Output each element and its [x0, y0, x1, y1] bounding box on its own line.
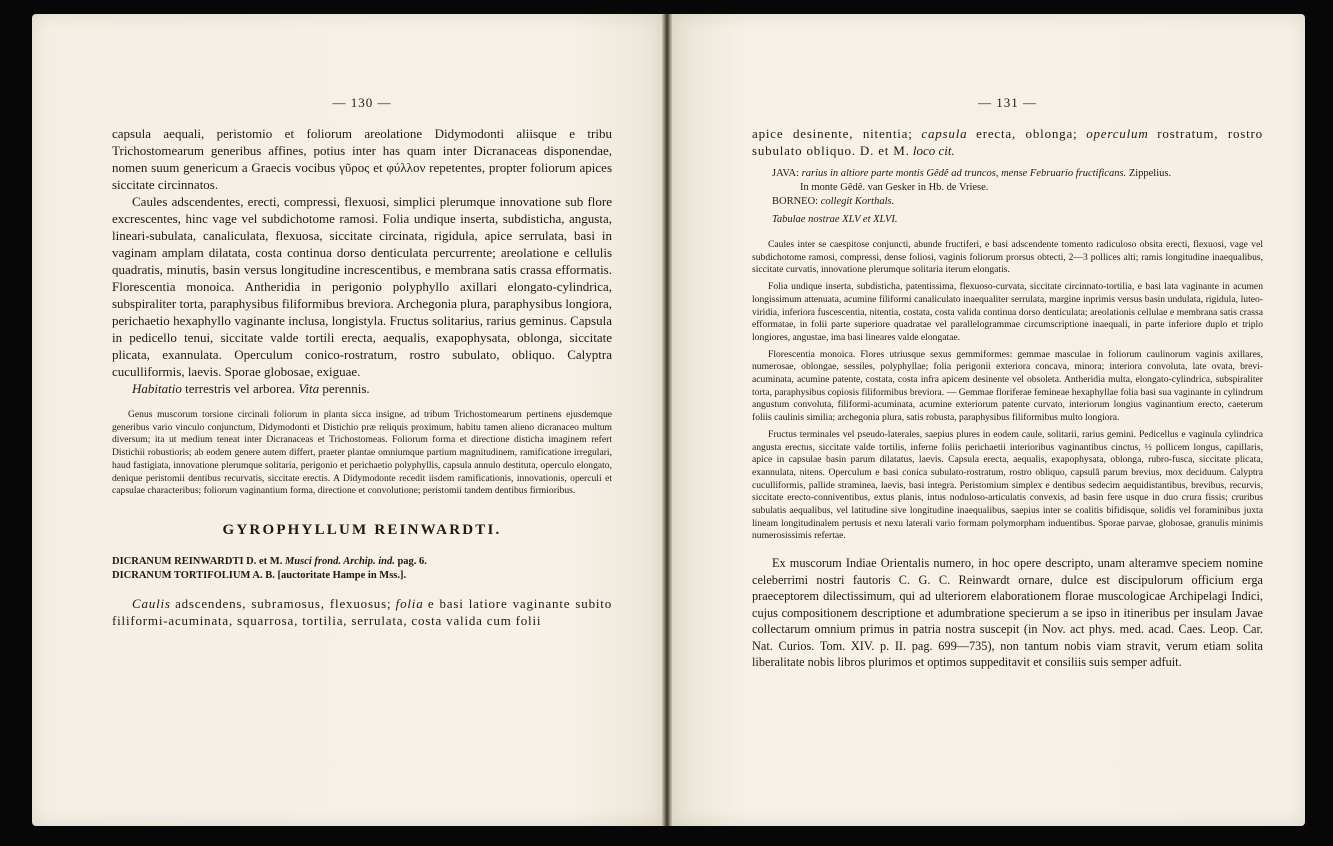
genus-description: Caules adscendentes, erecti, compressi, flexuosi, simplici plerumque innovatione sub flore excrescentes, hinc vage vel subdichotome ramosi. Folia undique inserta, subdisticha, angusta, lineari-subulata, canaliculata, flexuosa, siccitate circinata, rigidula, apice serrulata, basi in vaginam amplam dilatata, costa continua dorso denticulata percurrente; areolatione e cellulis quadratis, minutis, basin versus longitudine increscentibus, e membrana satis crassa efformatis. Florescentia monoica. Antheridia in perigonio polyphyllo axillari elongato-cylindrica, subspiraliter torta, paraphysibus filiformibus breviora. Archegonia plura, paraphysibus longiora, perichaetio hexaphyllo vaginante inclusa, longistyla. Fructus solitarius, rarius geminus. Capsula in pedicello tenui, siccitate valde tortili erecta, aequalis, exapophysata, oblonga, siccitate plicata, exannulata. Operculum conico-rostratum, rostro subulato, obliquo. Calyptra cuculliformis, laevis. Sporae globosae, exiguae.	[112, 194, 612, 379]
synonym-1: DICRANUM REINWARDTI D. et M. Musci frond. Archip. ind. pag. 6.	[112, 555, 427, 567]
intro-paragraph: capsula aequali, peristomio et foliorum areolatione Didymodonti aliisque e tribu Trichostomearum generibus affines, potius inter has quam inter Dicranaceas disponendae, nomen suum genericum a Graecis vocibus γῦρος et φύλλον repetentes, propter foliorum apices siccitate circinnatos.	[112, 126, 612, 192]
folia-paragraph: Folia undique inserta, subdisticha, patentissima, flexuoso-curvata, siccitate circinnato-tortilia, e basi lata vaginante in acumen longissimum attenuata, acumine filiformi canaliculato inaequaliter serrulata, margine inprimis versus basin undulata, rigidula, luteo-viridia, inferiora fuscescentia, nitentia, costata, costa valida continua dorso denticulata; areolationis cellulae e membrana satis crassa efformatae, in folii parte superiore quadratae vel parallelogrammae circumscriptione inaequali, in parte inferiore duplo et triplo longiores, angustae, ima basi lineares valde elongatae.	[752, 281, 1263, 343]
page-number: — 131 —	[978, 95, 1037, 110]
habitatio-label: Habitatio	[132, 381, 182, 396]
plates-reference: Tabulae nostrae XLV et XLVI.	[772, 214, 898, 225]
page-number: — 130 —	[332, 95, 392, 110]
left-text-column	[112, 95, 612, 629]
locality-java-2: In monte Gêdê. van Gesker in Hb. de Vriese.	[800, 182, 989, 193]
locality-java: JAVA: rarius in altiore parte montis Gêdê ad truncos, mense Februario fructificans. Zippelius.	[772, 168, 1172, 179]
vita-label: Vita	[298, 381, 320, 396]
right-text-column	[752, 95, 1263, 671]
diagnosis-continuation: apice desinente, nitentia; capsula erecta, oblonga; operculum rostratum, rostro subulato obliquo. D. et M. loco cit.	[752, 126, 1263, 158]
habitatio-line: Habitatio terrestris vel arborea. Vita perennis.	[132, 381, 370, 396]
synonym-2: DICRANUM TORTIFOLIUM A. B. [auctoritate Hampe in Mss.].	[112, 569, 407, 581]
dedication-paragraph: Ex muscorum Indiae Orientalis numero, in hoc opere descripto, unam alteramve speciem nomine celeberrimi nostri fautoris C. G. C. Reinwardt ornare, dulce est discipulorum officium erga praeceptorem dilectissimum, qui ad ulteriorem elaborationem florae muscologicae Archipelagi Indici, cujus compositionem descriptione et adumbratione specierum a se ipso in itineribus per insulam Javae collectarum omnium primus in patria nostra suscepit (in Nov. act phys. med. acad. Caes. Leop. Car. Nat. Curios. Tom. XIV. p. II. pag. 699—735), non tantum nobis viam stravit, verum etiam solita liberalitate nobis libros plurimos et optimos suppeditavit et consiliis suis semper adfuit.	[752, 556, 1263, 670]
florescentia-paragraph: Florescentia monoica. Flores utriusque sexus gemmiformes: gemmae masculae in foliorum caulinorum vaginis axillares, numerosae, oblongae, sessiles, polyphyllae; folia perigonii exteriora concava, minora; interiora convoluta, late ovata, brevi-acuminata, acumine patente, costata, costa infra apicem desinente vel obsoleta. Antheridia multa, elongato-cylindrica, subspiraliter torta, paraphysibus copiosis filiformibus breviora. — Gemmae floriferae femineae hexaphyllae folia basi sua vaginante in cylindrum angustum convoluta, filiformi-acuminata, acumine exteriorum patente curvato, interiorum longius vaginantium erecto, caeterum foliis caulinis similia; archegonia plura, satis robusta, paraphysibus filiformibus multo longiora.	[752, 348, 1263, 424]
book-gutter	[662, 14, 672, 826]
species-diagnosis: Caulis adscendens, subramosus, flexuosus; folia e basi latiore vaginante subito filiformi-acuminata, squarrosa, tortilia, serrulata, costa valida cum folii	[112, 595, 613, 628]
species-title: GYROPHYLLUM REINWARDTI.	[222, 521, 502, 538]
genus-remarks: Genus muscorum torsione circinali foliorum in planta sicca insigne, ad tribum Trichostomearum pertinens ejusdemque generibus vario vinculo conjunctum, Didymodonti et Distichio præ reliquis proximum, habitu tamen alieno dicranaceo multum diversum; ita ut medium teneat inter Dicranaceas et Trichostomeas. Foliorum forma et directione disticha imaginem refert Distichii robustioris; ab eodem genere autem differt, praeter plantae omniumque partium magnitudinem, ramificatione irregulari, haud fastigiata, innovatione plerumque solitaria, perigonio et perichaetio polyphyllis, capsula annulo destituta, operculo elongato, denique peristomii dentibus recurvatis, siccitate erectis. A Didymodonte recedit iisdem ramificationis, innovationis, operculi et capsulae characteribus; foliorum vaginantium forma, directione et convolutione; peristomii tandem dentibus firmioribus.	[112, 409, 612, 497]
locality-borneo: BORNEO: collegit Korthals.	[772, 196, 895, 207]
fructus-paragraph: Fructus terminales vel pseudo-laterales, saepius plures in eodem caule, solitarii, rarius gemini. Pedicellus e vaginula cylindrica angusta erectus, siccitate valde tortilis, inferne foliis perichaetii interioribus vaginantibus cinctus, ½ pollicem longus, capillaris, apice in capsulae basin parum dilatatus, laevis. Capsula erecta, aequalis, exapophysata, oblonga, rubro-fusca, siccitate plicata, exannulata, nitens. Operculum e basi conica subulato-rostratum, rostro obliquo, capsulâ parum brevius, mox deciduum. Calyptra cuculliformis, pallide straminea, laevis, basi integra. Peristomium simplex e dentibus sedecim aequidistantibus, brevibus, recurvis, siccitate erecto-conniventibus, extus planis, intus noduloso-articulatis convexis, ad basin fere usque in duo crura fissis; cruribus subulatis aequalibus, vel latitudine sive longitudine inaequalibus, saepius inter se coalitis bifidisque, solidis vel foraminibus juxta lineam longitudinalem pertusis et nexu laterali vario formam polymorpham induentibus. Sporae parvae, globosae, granulis minimis numerosissimis refertae.	[752, 428, 1263, 542]
caules-paragraph: Caules inter se caespitose conjuncti, abunde fructiferi, e basi adscendente tomento radiculoso obsita erecti, flexuosi, vage vel subdichotome ramosi, compressi, dense foliosi, vaginis foliorum prorsus obtecti, 2—3 pollices alti; ramis longitudine inaequalibus, siccitate curvatis, innovatione plerumque solitaria iterum elongatis.	[752, 239, 1263, 276]
